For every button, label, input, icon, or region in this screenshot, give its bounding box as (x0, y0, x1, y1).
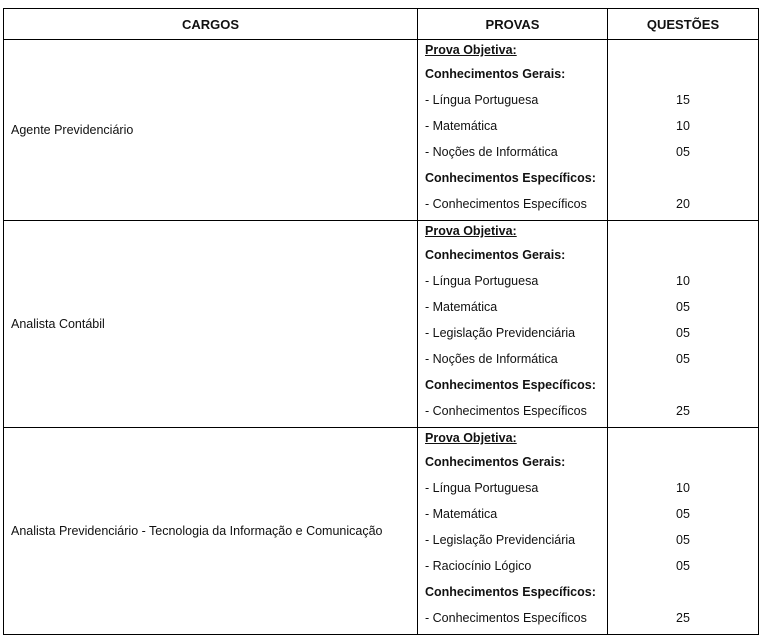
exam-table (3, 8, 759, 635)
questoes-value: 15 (676, 93, 690, 107)
prova-line: - Legislação Previdenciária (425, 326, 576, 340)
prova-line: Conhecimentos Gerais: (425, 248, 566, 262)
prova-line: Prova Objetiva: (425, 431, 517, 445)
questoes-value: 05 (676, 352, 690, 366)
questoes-value: 05 (676, 326, 690, 340)
prova-line: - Raciocínio Lógico (425, 559, 532, 573)
cargo-cell: Agente Previdenciário (4, 40, 418, 221)
prova-line: Prova Objetiva: (425, 224, 517, 238)
prova-line: - Noções de Informática (425, 352, 558, 366)
prova-line: Prova Objetiva: (425, 43, 517, 57)
prova-line: - Língua Portuguesa (425, 274, 539, 288)
questoes-value (608, 375, 758, 401)
prova-line: - Matemática (425, 119, 498, 133)
questoes-value (608, 582, 758, 608)
provas-cell (418, 428, 608, 635)
prova-line: Conhecimentos Específicos: (425, 585, 596, 599)
cargo-cell: Analista Contábil (4, 221, 418, 428)
prova-line: - Conhecimentos Específicos (425, 404, 587, 418)
questoes-value: 05 (676, 559, 690, 573)
prova-line: - Língua Portuguesa (425, 481, 539, 495)
header-provas: PROVAS (418, 9, 608, 40)
questoes-value: 05 (676, 507, 690, 521)
questoes-cell (608, 221, 759, 428)
questoes-value (608, 428, 758, 452)
prova-line: - Língua Portuguesa (425, 93, 539, 107)
questoes-value: 05 (676, 145, 690, 159)
questoes-value: 10 (676, 274, 690, 288)
prova-line: Conhecimentos Específicos: (425, 171, 596, 185)
questoes-value (608, 168, 758, 194)
table-row (4, 221, 759, 428)
prova-line: - Matemática (425, 507, 498, 521)
prova-line: - Matemática (425, 300, 498, 314)
questoes-value (608, 40, 758, 64)
header-cargos: CARGOS (4, 9, 418, 40)
table-row (4, 428, 759, 635)
header-questoes: QUESTÕES (608, 9, 759, 40)
questoes-cell (608, 40, 759, 221)
questoes-value: 20 (676, 197, 690, 211)
table-row (4, 40, 759, 221)
questoes-value: 05 (676, 533, 690, 547)
provas-cell (418, 40, 608, 221)
prova-line: - Conhecimentos Específicos (425, 197, 587, 211)
prova-line: Conhecimentos Gerais: (425, 67, 566, 81)
questoes-value: 25 (676, 611, 690, 625)
questoes-value: 05 (676, 300, 690, 314)
questoes-value (608, 245, 758, 271)
questoes-value: 10 (676, 481, 690, 495)
prova-line: - Conhecimentos Específicos (425, 611, 587, 625)
prova-line: Conhecimentos Específicos: (425, 378, 596, 392)
provas-cell (418, 221, 608, 428)
prova-line: - Legislação Previdenciária (425, 533, 576, 547)
prova-line: - Noções de Informática (425, 145, 558, 159)
questoes-value: 10 (676, 119, 690, 133)
cargo-cell: Analista Previdenciário - Tecnologia da Informação e Comunicação (4, 428, 418, 635)
questoes-cell (608, 428, 759, 635)
header-row (4, 9, 759, 40)
questoes-value (608, 64, 758, 90)
questoes-value (608, 221, 758, 245)
questoes-value (608, 452, 758, 478)
questoes-value: 25 (676, 404, 690, 418)
prova-line: Conhecimentos Gerais: (425, 455, 566, 469)
